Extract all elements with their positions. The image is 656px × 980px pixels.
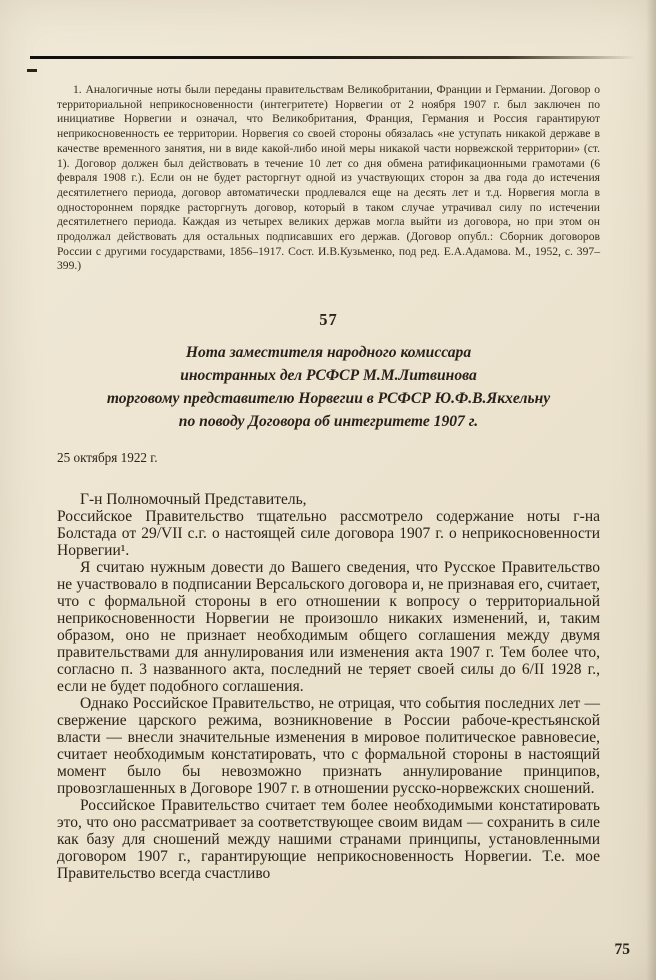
paragraph: Российское Правительство считает тем более необходимыми констатировать это, что оно рассматривает за соответствующее своим видам — сохранить в силе как базу для сношений между нашими странами принципы, установленными договором 1907 г., гарантирующие неприкосновенность Норвегии. Т.е. мое Правительство всегда счастливо bbox=[57, 797, 600, 883]
page-content bbox=[57, 83, 600, 882]
document-title bbox=[57, 341, 600, 433]
document-date: 25 октября 1922 г. bbox=[57, 450, 158, 466]
scan-mark-artifact bbox=[27, 69, 37, 72]
paragraph: Однако Российское Правительство, не отрицая, что события последних лет — свержение царского режима, возникновение в России рабоче-крестьянской власти — внесли значительные изменения в мировое политическое равновесие, считает необходимым констатировать, что с формальной стороны в настоящий момент было бы невозможно признать аннулирование принципов, провозглашенных в Договоре 1907 г. в отношении русско-норвежских сношений. bbox=[57, 695, 600, 798]
page-number: 75 bbox=[614, 941, 630, 958]
paragraph: Российское Правительство тщательно рассмотрело содержание ноты г-на Болстада от 29/VII с.г. о настоящей силе договора 1907 г. о неприкосновенности Норвегии¹. bbox=[57, 508, 600, 560]
title-line-1: Нота заместителя народного комиссара bbox=[185, 344, 472, 362]
salutation: Г-н Полномочный Представитель, bbox=[80, 491, 307, 509]
scan-edge-artifact bbox=[30, 56, 642, 59]
document-body bbox=[57, 491, 600, 882]
paragraph: Я считаю нужным довести до Вашего сведения, что Русское Правительство не участвовало в подписании Версальского договора и, не признавая его, считает, что с формальной стороны в его отношении к вопросу о территориальной неприкосновенности Норвегии не произошло никаких изменений, и, таким образом, оно не признает необходимым общего соглашения между двумя правительствами для аннулирования или изменения акта 1907 г. Тем более что, согласно п. 3 названного акта, последний не теряет своей силы до 6/II 1928 г., если не будет подобного соглашения. bbox=[57, 559, 600, 696]
footnote-text: 1. Аналогичные ноты были переданы правительствам Великобритании, Франции и Германии. Договор о территориальной неприкосновенности (интегритете) Норвегии от 2 ноября 1907 г. был заключен по инициативе Норвегии и означал, что Великобритания, Франция, Германия и Россия гарантируют неприкосновенность ее территории. Норвегия со своей стороны обязалась «не уступать никакой державе в качестве временного занятия, ни в виде какой-либо иной меры никакой части норвежской территории» (ст. 1). Договор должен был действовать в течение 10 лет со дня обмена ратификационными грамотами (6 февраля 1908 г.). Если он не будет расторгнут одной из участвующих сторон за два года до истечения десятилетнего периода, договор автоматически продлевался еще на десять лет и т.д. Норвегия могла в одностороннем порядке расторгнуть договор, который в таком случае утрачивал силу по истечении десятилетнего периода. Каждая из четырех великих держав могла выйти из договора, но при этом он продолжал действовать для остальных подписавших его держав. (Договор опубл.: Сборник договоров России с другими государствами, 1856–1917. Сост. И.В.Кузьменко, под ред. Е.А.Адамова. М., 1952, с. 397–399.) bbox=[57, 83, 600, 273]
title-line-4: по поводу Договора об интегритете 1907 г. bbox=[178, 413, 479, 431]
title-line-3: торговому представителю Норвегии в РСФСР Ю.Ф.В.Якхельну bbox=[106, 390, 551, 408]
document-number: 57 bbox=[319, 310, 338, 330]
title-line-2: иностранных дел РСФСР М.М.Литвинова bbox=[180, 367, 477, 385]
